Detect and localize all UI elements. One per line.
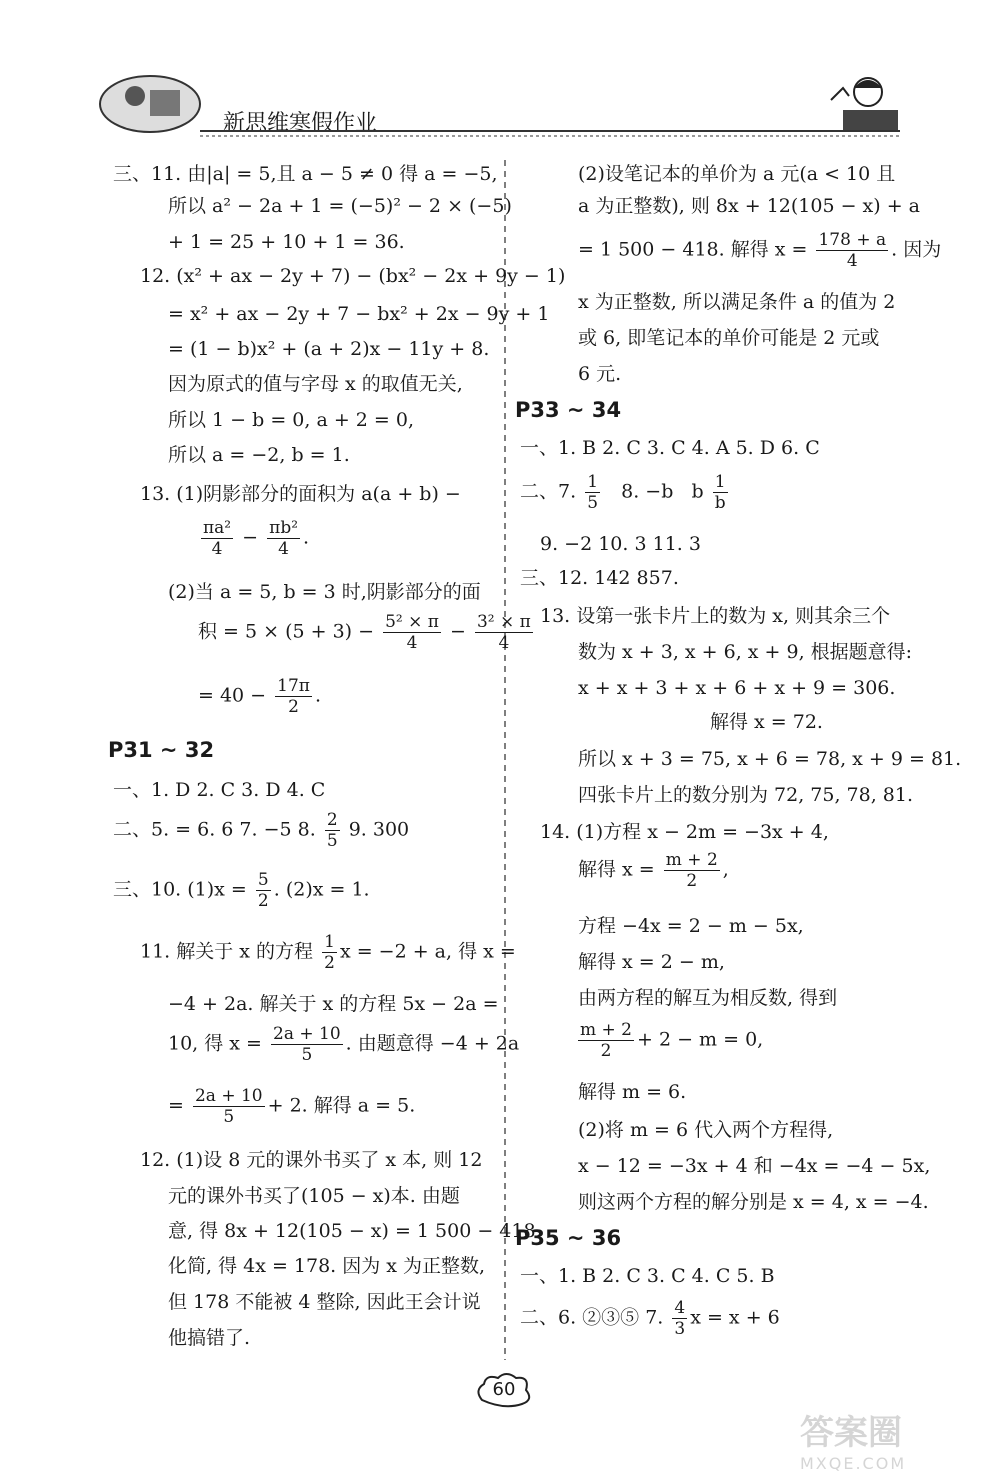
text-line: 所以 x + 3 = 75, x + 6 = 78, x + 9 = 81. <box>578 748 962 770</box>
page-number: 60 <box>492 1379 516 1400</box>
text-line: (2)设笔记本的单价为 a 元(a < 10 且 <box>578 163 896 185</box>
header-title: 新思维寒假作业 <box>223 111 378 136</box>
formula-line: = 40 − $\frac{17\pi}{2}$ . <box>198 676 322 717</box>
fraction: $\frac{1}{5}$ <box>587 472 599 513</box>
text-line: 因为原式的值与字母 x 的取值无关, <box>168 373 463 395</box>
text-line: (2)当 a = 5, b = 3 时,阴影部分的面 <box>168 581 481 603</box>
fraction: $\frac{\text{πb²}}{4}$ <box>269 518 299 559</box>
text-line: x + x + 3 + x + 6 + x + 9 = 306. <box>578 677 896 699</box>
text-line: = x² + ax − 2y + 7 − bx² + 2x − 9y + 1 <box>168 303 550 325</box>
formula-line: 二、7. $\frac{1}{5}$ 8. −b b $\frac{1}{b}$ <box>520 472 726 513</box>
header-left-illustration <box>95 70 205 134</box>
text-line: 6 元. <box>578 363 622 385</box>
text-line: 意, 得 8x + 12(105 − x) = 1 500 − 418. <box>168 1220 542 1242</box>
text-line: 9. −2 10. 3 11. 3 <box>540 533 701 555</box>
fraction: $\frac{2a + 10}{5}$ <box>194 1086 263 1127</box>
text-line: 所以 a² − 2a + 1 = (−5)² − 2 × (−5) <box>168 195 512 217</box>
fraction: $\frac{m + 2}{2}$ <box>665 850 718 891</box>
fraction: $\frac{2a + 10}{5}$ <box>273 1024 341 1065</box>
fraction: $\frac{5}{2}$ <box>257 870 269 911</box>
text-line: 四张卡片上的数分别为 72, 75, 78, 81. <box>578 784 914 806</box>
section-heading: P31 ~ 32 <box>108 738 215 762</box>
text-line: 元的课外书买了(105 − x)本. 由题 <box>168 1185 460 1207</box>
text-line: 三、12. 142 857. <box>520 567 679 589</box>
header <box>95 70 905 140</box>
fraction: $\frac{m + 2}{2}$ <box>580 1020 632 1061</box>
text-line: 一、1. B 2. C 3. C 4. C 5. B <box>520 1265 775 1287</box>
text-line: 12. (1)设 8 元的课外书买了 x 本, 则 12 <box>140 1149 483 1171</box>
header-right-illustration <box>823 70 903 134</box>
formula-line: 10, 得 x = $\frac{2a + 10}{5}$ . 由题意得 −4 + 2a <box>168 1024 520 1065</box>
text-line: 解得 x = 72. <box>710 711 823 733</box>
text-line: 14. (1)方程 x − 2m = −3x + 4, <box>540 821 829 843</box>
fraction: $\frac{4}{3}$ <box>674 1298 686 1339</box>
formula-line: 积 = 5 × (5 + 3) − $\frac{\text{5² × π}}{4}$ − $\frac{\text{3² × π}}{4}$ <box>198 612 531 653</box>
fraction: $\frac{\text{3² × π}}{4}$ <box>476 612 531 653</box>
fraction: $\frac{178 + a}{4}$ <box>818 230 887 271</box>
formula-line: 三、10. (1)x = $\frac{5}{2}$ . (2)x = 1. <box>113 870 370 911</box>
text-line: 数为 x + 3, x + 6, x + 9, 根据题意得: <box>578 641 913 663</box>
text-line: 方程 −4x = 2 − m − 5x, <box>578 915 804 937</box>
formula-line: 解得 x = $\frac{m + 2}{2}$ , <box>578 850 729 891</box>
text-line: 解得 x = 2 − m, <box>578 951 725 973</box>
text-line: a 为正整数), 则 8x + 12(105 − x) + a <box>578 195 921 217</box>
watermark-text: 答案圈 <box>800 1413 902 1453</box>
watermark <box>800 1405 990 1473</box>
fraction: $\frac{1}{b}$ <box>714 472 726 513</box>
text-line: = (1 − b)x² + (a + 2)x − 11y + 8. <box>168 338 490 360</box>
fraction: $\frac{2}{5}$ <box>326 810 338 851</box>
formula-line: 二、5. = 6. 6 7. −5 8. $\frac{2}{5}$ 9. 300 <box>113 810 410 851</box>
formula-line: = 1 500 − 418. 解得 x = $\frac{178 + a}{4}$ . 因为 <box>578 230 942 271</box>
fraction: $\frac{17\pi}{2}$ <box>277 676 310 717</box>
text-line: 则这两个方程的解分别是 x = 4, x = −4. <box>578 1191 929 1213</box>
text-line: 一、1. D 2. C 3. D 4. C <box>113 779 326 801</box>
text-line: + 1 = 25 + 10 + 1 = 36. <box>168 231 405 253</box>
text-line: −4 + 2a. 解关于 x 的方程 5x − 2a = <box>168 993 499 1015</box>
text-line: 化简, 得 4x = 178. 因为 x 为正整数, <box>168 1255 486 1277</box>
header-rule <box>200 128 900 138</box>
text-line: 但 178 不能被 4 整除, 因此王会计说 <box>168 1291 481 1313</box>
page-number-badge <box>474 1370 534 1410</box>
text-line: 12. (x² + ax − 2y + 7) − (bx² − 2x + 9y − 1) <box>140 265 566 287</box>
text-line: x 为正整数, 所以满足条件 a 的值为 2 <box>578 291 896 313</box>
text-line: 一、1. B 2. C 3. C 4. A 5. D 6. C <box>520 437 820 459</box>
text-line: (2)将 m = 6 代入两个方程得, <box>578 1119 834 1141</box>
section-heading: P35 ~ 36 <box>515 1226 622 1250</box>
formula-line: 11. 解关于 x 的方程 $\frac{1}{2}$ x = −2 + a, 得 x = <box>140 932 516 973</box>
formula-line: $\frac{m + 2}{2}$ + 2 − m = 0, <box>580 1020 764 1061</box>
formula-line: $\frac{\text{πa²}}{4}$ − $\frac{\text{πb²}}{4}$ . <box>203 518 310 559</box>
formula-line: = $\frac{2a + 10}{5}$ + 2. 解得 a = 5. <box>168 1086 416 1127</box>
section-heading: P33 ~ 34 <box>515 398 622 422</box>
text-line: 解得 m = 6. <box>578 1081 687 1103</box>
formula-line: 二、6. ②③⑤ 7. $\frac{4}{3}$ x = x + 6 <box>520 1298 780 1339</box>
watermark-url: MXQE.COM <box>800 1454 907 1473</box>
text-line: 13. 设第一张卡片上的数为 x, 则其余三个 <box>540 605 891 627</box>
text-line: 三、11. 由|a| = 5,且 a − 5 ≠ 0 得 a = −5, <box>113 163 498 185</box>
fraction: $\frac{1}{2}$ <box>324 932 335 973</box>
text-line: 所以 a = −2, b = 1. <box>168 444 350 466</box>
text-line: 他搞错了. <box>168 1327 251 1349</box>
column-divider <box>503 160 507 1360</box>
text-line: x − 12 = −3x + 4 和 −4x = −4 − 5x, <box>578 1155 931 1177</box>
text-line: 13. (1)阴影部分的面积为 a(a + b) − <box>140 483 461 505</box>
text-line: 由两方程的解互为相反数, 得到 <box>578 987 838 1009</box>
fraction: $\frac{\text{πa²}}{4}$ <box>203 518 232 559</box>
text-line: 或 6, 即笔记本的单价可能是 2 元或 <box>578 327 880 349</box>
fraction: $\frac{\text{5² × π}}{4}$ <box>385 612 439 653</box>
text-line: 所以 1 − b = 0, a + 2 = 0, <box>168 409 414 431</box>
